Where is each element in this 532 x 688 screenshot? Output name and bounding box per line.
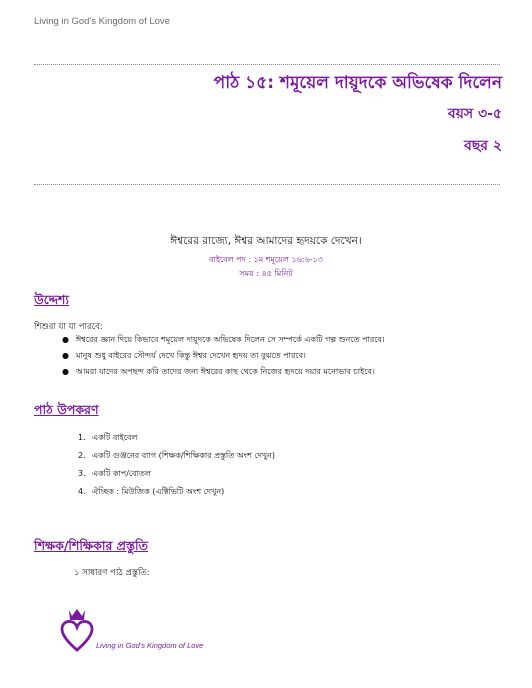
lesson-theme: ঈশ্বরের রাজ্যে, ঈশ্বর আমাদের হৃদয়কে দেখেন। — [170, 235, 362, 247]
objective-text: মানুষ শুধু বাইরের সৌন্দর্য দেখে কিন্তু ঈশ্বর দেখেন হৃদয় তা বুঝতে পারবে। — [76, 351, 306, 360]
list-item — [78, 432, 275, 444]
material-text: একটি বাইবেল — [92, 433, 138, 442]
list-item — [62, 334, 512, 346]
materials-heading: পাঠ উপকরণ — [34, 402, 99, 417]
running-header: Living in God's Kingdom of Love — [34, 16, 170, 27]
material-text: ঐচ্ছিক : মিউজিক (এক্টিভিটি অংশ দেখুন) — [92, 487, 225, 496]
objective-text: আমরা যাদের অপছন্দ করি তাদের জন্য ঈশ্বরের কাছ থেকে নিজের হৃদয়ে দয়ার মনোভাব চাইবে। — [76, 367, 375, 376]
lesson-title: পাঠ ১৫: শমূয়েল দায়ূদকে অভিষেক দিলেন — [213, 73, 502, 93]
item-number: 3. — [78, 469, 86, 478]
footer-text: Living in God's Kingdom of Love — [96, 641, 204, 650]
objectives-list — [62, 334, 512, 382]
item-number: 4. — [78, 487, 86, 496]
list-item — [62, 366, 512, 378]
bullet-icon: ● — [62, 351, 69, 360]
preparation-first-item: ১ সাধারণ পাঠ প্রস্তুতি: — [74, 568, 150, 578]
curriculum-year: বছর ২ — [464, 138, 502, 154]
bible-reference: বাইবেল পদ : ১ম শমূয়েল ১৬:৬-১৩ — [209, 255, 323, 264]
item-number: 1. — [78, 433, 86, 442]
list-item — [78, 468, 275, 480]
objectives-intro: শিশুরা যা যা পারবে: — [34, 322, 103, 332]
list-item — [78, 450, 275, 462]
bullet-icon: ● — [62, 367, 69, 376]
list-item — [62, 350, 512, 362]
item-number: 2. — [78, 451, 86, 460]
bullet-icon: ● — [62, 335, 69, 344]
preparation-heading: শিক্ষক/শিক্ষিকার প্রস্তুতি — [34, 538, 148, 553]
lesson-duration: সময় : ৪৫ মিনিট — [239, 269, 293, 278]
list-item — [78, 486, 275, 498]
objective-text: ঈশ্বরের জ্ঞান দিয়ে কিভাবে শমূয়েল দায়ূদকে অভিষেক দিলেন সে সম্পর্কে একটি গল্প শুনতে পারবে। — [76, 335, 385, 344]
bottom-divider — [34, 184, 500, 185]
objectives-heading: উদ্দেশ্য — [34, 292, 70, 307]
material-text: একটি কাপ/বোতল — [92, 469, 151, 478]
crown-heart-logo-icon — [60, 606, 94, 652]
material-text: একটি গুঞ্জনের ব্যাগ (শিক্ষক/শিক্ষিকার প্রস্তুতি অংশ দেখুন) — [92, 451, 275, 460]
age-range: বয়স ৩-৫ — [447, 106, 502, 122]
materials-list — [78, 432, 275, 504]
top-divider — [34, 64, 500, 65]
